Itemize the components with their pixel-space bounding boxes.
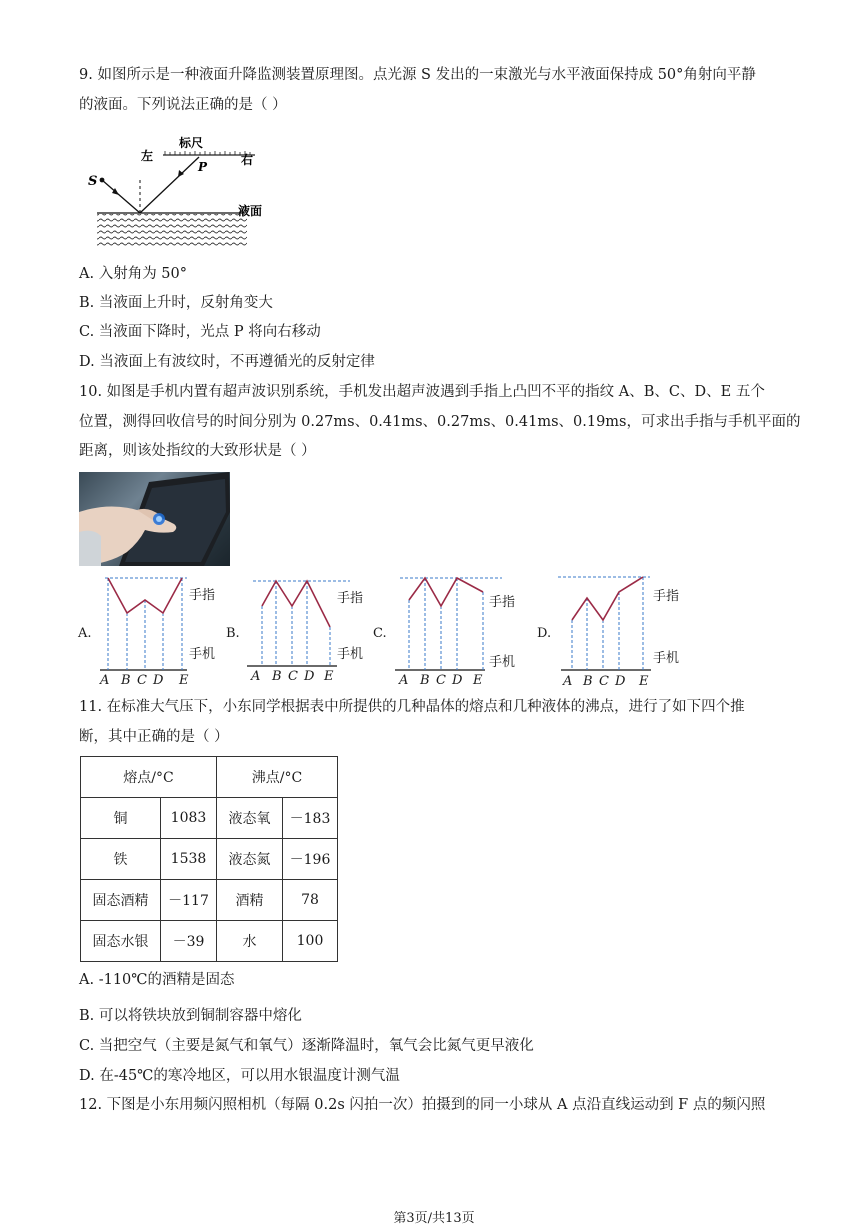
svg-text:手指: 手指 <box>189 588 216 603</box>
q9-option-b: B. 当液面上升时，反射角变大 <box>79 295 273 311</box>
boiling-header: 沸点/°C <box>217 757 338 798</box>
table-header-row <box>81 757 338 798</box>
svg-text:A: A <box>399 673 409 688</box>
svg-text:手机: 手机 <box>337 647 364 662</box>
q9-stem-line1: 9. 如图所示是一种液面升降监测装置原理图。点光源 S 发出的一束激光与水平液面保持成 50°角射向平静 <box>79 67 756 83</box>
q9-figure <box>85 133 275 251</box>
svg-text:B: B <box>420 673 430 688</box>
svg-text:D: D <box>615 674 626 689</box>
right-label: 右 <box>241 153 254 167</box>
q11-option-b: B. 可以将铁块放到铜制容器中熔化 <box>79 1008 302 1024</box>
svg-text:E: E <box>473 673 483 688</box>
option-a-letter: A. <box>78 626 92 641</box>
option-d-profile <box>572 577 643 620</box>
svg-text:C: C <box>288 669 298 684</box>
table-row: 固态水银 －39 水 100 <box>81 921 338 962</box>
svg-text:C: C <box>436 673 446 688</box>
option-b-profile <box>262 581 330 627</box>
q9-option-c: C. 当液面下降时，光点 P 将向右移动 <box>79 324 321 340</box>
q11-stem-line1: 11. 在标准大气压下，小东同学根据表中所提供的几种晶体的熔点和几种液体的沸点，进行了如下四个推 <box>79 699 745 715</box>
liquid-body <box>97 214 247 248</box>
q12-stem-line1: 12. 下图是小东用频闪照相机（每隔 0.2s 闪拍一次）拍摄到的同一小球从 A 点沿直线运动到 F 点的频闪照 <box>79 1097 766 1113</box>
svg-text:D: D <box>304 669 315 684</box>
q9-stem-line2: 的液面。下列说法正确的是（ ） <box>79 97 287 113</box>
spot-label: P <box>198 160 208 174</box>
sleeve-shape <box>79 531 101 566</box>
q10-stem-line1: 10. 如图是手机内置有超声波识别系统，手机发出超声波遇到手指上凸凹不平的指纹 A、B、C、D、E 五个 <box>79 384 765 400</box>
svg-text:手机: 手机 <box>189 647 216 662</box>
option-c-profile <box>409 578 483 606</box>
svg-text:B: B <box>121 673 131 688</box>
svg-text:手机: 手机 <box>489 655 516 670</box>
q9-option-a: A. 入射角为 50° <box>79 266 187 282</box>
svg-text:C: C <box>137 673 147 688</box>
svg-text:手机: 手机 <box>653 651 680 666</box>
left-label: 左 <box>141 149 154 163</box>
ruler-ticks <box>165 151 250 155</box>
option-d-letter: D. <box>537 626 552 641</box>
svg-text:A: A <box>563 674 573 689</box>
melting-boiling-table <box>80 756 338 962</box>
svg-text:E: E <box>639 674 649 689</box>
svg-text:E: E <box>324 669 334 684</box>
melting-header: 熔点/°C <box>81 757 217 798</box>
svg-text:B: B <box>583 674 593 689</box>
svg-text:D: D <box>153 673 164 688</box>
q11-stem-line2: 断，其中正确的是（ ） <box>79 729 229 745</box>
incident-ray <box>102 180 140 213</box>
option-b-letter: B. <box>226 626 240 641</box>
fingerprint-phone-photo <box>79 472 230 566</box>
svg-text:手指: 手指 <box>653 589 680 604</box>
source-label: S <box>88 174 98 189</box>
q9-option-d: D. 当液面上有波纹时，不再遵循光的反射定律 <box>79 354 375 370</box>
q10-stem-line3: 距离，则该处指纹的大致形状是（ ） <box>79 443 316 459</box>
svg-text:B: B <box>272 669 282 684</box>
svg-text:手指: 手指 <box>337 591 364 606</box>
svg-text:D: D <box>452 673 463 688</box>
svg-text:A: A <box>251 669 261 684</box>
svg-text:E: E <box>179 673 189 688</box>
reflected-ray <box>140 157 199 213</box>
q10-options <box>75 570 795 692</box>
table-row: 铜 1083 液态氧 －183 <box>81 798 338 839</box>
svg-text:A: A <box>100 673 110 688</box>
option-c-letter: C. <box>373 626 387 641</box>
q11-option-d: D. 在-45℃的寒冷地区，可以用水银温度计测气温 <box>79 1068 400 1084</box>
q10-stem-line2: 位置，测得回收信号的时间分别为 0.27ms、0.41ms、0.27ms、0.41ms、0.19ms，可求出手指与手机平面的 <box>79 414 801 430</box>
svg-text:手指: 手指 <box>489 595 516 610</box>
ruler-label: 标尺 <box>179 136 204 150</box>
reflected-arrow <box>178 170 184 177</box>
page-footer: 第3页/共13页 <box>393 1211 475 1226</box>
table-row: 固态酒精 －117 酒精 78 <box>81 880 338 921</box>
q11-option-c: C. 当把空气（主要是氮气和氧气）逐渐降温时，氧气会比氮气更早液化 <box>79 1038 534 1054</box>
table-row: 铁 1538 液态氮 －196 <box>81 839 338 880</box>
liquid-label: 液面 <box>238 204 263 218</box>
q11-option-a: A. -110℃的酒精是固态 <box>79 972 235 988</box>
svg-text:C: C <box>599 674 609 689</box>
